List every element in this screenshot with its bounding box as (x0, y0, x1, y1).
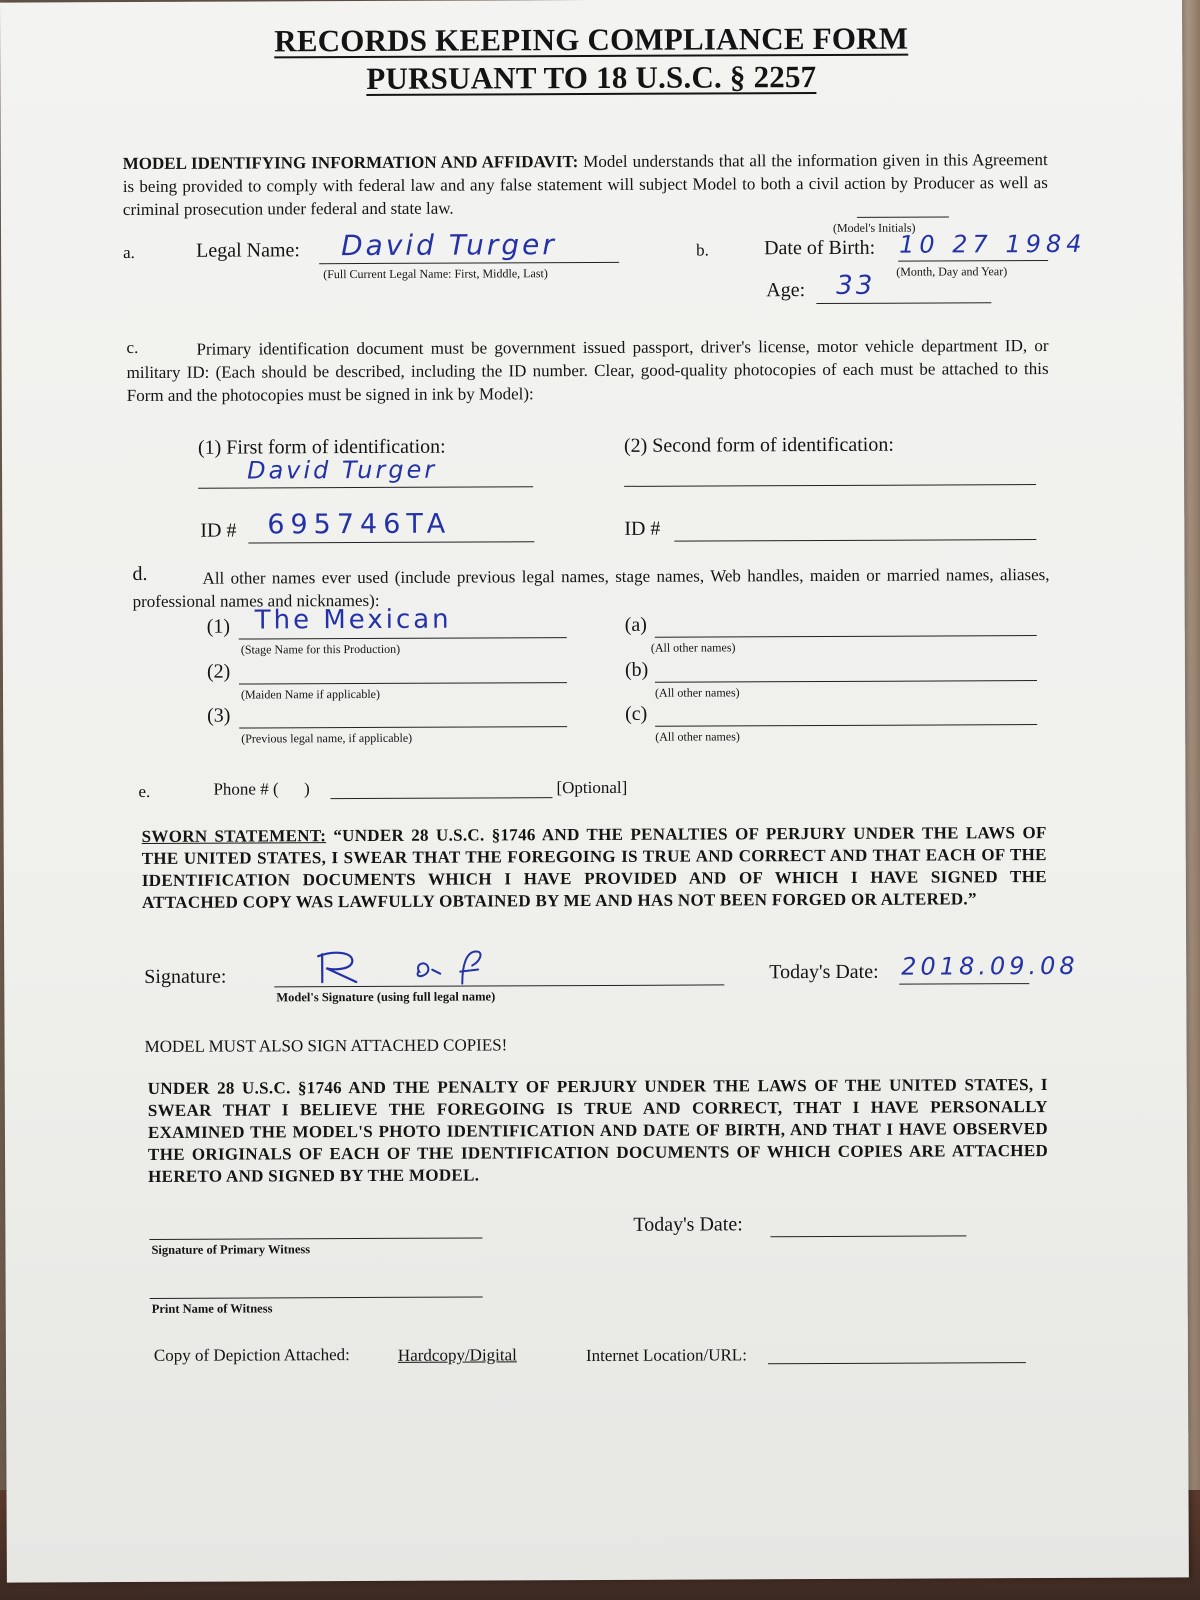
section-e-letter: e. (138, 781, 151, 801)
name-c-caption: (All other names) (655, 729, 740, 744)
name-a-letter: (a) (624, 613, 647, 636)
sworn-heading: SWORN STATEMENT: (141, 826, 327, 846)
initials-caption: (Model's Initials) (832, 220, 916, 235)
witness-statement: UNDER 28 U.S.C. §1746 AND THE PENALTY OF PERJURY UNDER THE LAWS OF THE UNITED STATES, I SWEAR THAT I BELIEVE THE FOREGOING IS TRUE AND CORRECT, THAT I HAVE PERSONALLY EXAMINED THE MODEL'S PHOTO IDENTIFICATION AND DATE OF BIRTH, AND THAT I HAVE OBSERVED THE ORIGINALS OF EACH OF THE IDENTIFICATION DOCUMENTS OF WHICH COPIES ARE ATTACHED HERETO AND SIGNED BY THE MODEL. (147, 1075, 1049, 1186)
id-number-value-1: 695746TA (267, 508, 452, 541)
legal-name-line[interactable] (319, 262, 619, 264)
name-b-letter: (b) (624, 658, 649, 681)
id-number-label-1: ID # (200, 519, 237, 542)
affidavit-heading: MODEL IDENTIFYING INFORMATION AND AFFIDAVIT: (122, 152, 579, 174)
name-b-caption: (All other names) (654, 685, 740, 700)
witness-date-label: Today's Date: (633, 1213, 743, 1236)
witness-date-line[interactable] (770, 1235, 966, 1237)
second-id-label: (2) Second form of identification: (623, 433, 894, 457)
witness-name-caption: Print Name of Witness (151, 1301, 273, 1316)
section-c-letter: c. (126, 337, 139, 358)
title-line-2: PURSUANT TO 18 U.S.C. § 2257 (366, 59, 817, 96)
name-3-number: (3) (207, 704, 231, 727)
phone-optional: [Optional] (556, 777, 628, 798)
first-id-line[interactable] (198, 486, 533, 488)
witness-name-line[interactable] (150, 1296, 483, 1298)
dob-caption: (Month, Day and Year) (896, 264, 1008, 279)
name-3-caption: (Previous legal name, if applicable) (241, 730, 413, 746)
name-1-caption: (Stage Name for this Production) (240, 641, 401, 657)
name-c-letter: (c) (625, 702, 648, 725)
age-value: 33 (836, 270, 876, 301)
dob-label: Date of Birth: (764, 236, 876, 260)
url-label: Internet Location/URL: (585, 1345, 747, 1366)
sworn-text: “UNDER 28 U.S.C. §1746 AND THE PENALTIES OF PERJURY UNDER THE LAWS OF THE UNITED STATES, I SWEAR THAT THE FOREGOING IS TRUE AND CORRECT AND THAT EACH OF THE IDENTIFICATION DOCUMENTS WHICH I HAVE PROVIDED AND OF WHICH I HAVE SIGNED THE ATTACHED COPY WAS LAWFULLY OBTAINED BY ME AND HAS NOT BEEN FORGED OR ALTERED.” (141, 823, 1047, 912)
legal-name-value: David Turger (340, 228, 557, 263)
name-2-number: (2) (206, 660, 231, 683)
name-3-line[interactable] (239, 726, 567, 728)
depiction-label: Copy of Depiction Attached: (153, 1345, 350, 1365)
name-2-line[interactable] (239, 682, 567, 684)
legal-name-label: Legal Name: (196, 239, 300, 262)
section-b-letter: b. (696, 240, 709, 260)
url-line[interactable] (768, 1362, 1026, 1364)
sworn-statement (142, 822, 1047, 914)
name-1-value: The Mexican (254, 604, 452, 636)
section-c-text: Primary identification document must be government issued passport, driver's license, motor vehicle department ID, or military ID: (Each should be described, including the ID number. Clear, good-quality photocopies of each must be attached to this Form and the photocopies must be signed in ink by Model): (126, 336, 1049, 406)
form-title (0, 19, 1182, 60)
first-id-label: (1) First form of identification: (197, 435, 446, 459)
witness-signature-caption: Signature of Primary Witness (151, 1242, 311, 1257)
dob-value: 10 27 1984 (899, 229, 1087, 259)
signature-caption: Model's Signature (using full legal name) (276, 989, 496, 1005)
model-date-value: 2018.09.08 (901, 951, 1079, 981)
dob-line[interactable] (898, 260, 1048, 262)
first-id-value: David Turger (246, 455, 438, 485)
signature-label: Signature: (144, 965, 227, 988)
name-a-caption: (All other names) (650, 640, 736, 655)
model-date-line[interactable] (899, 983, 1029, 985)
witness-signature-line[interactable] (149, 1237, 482, 1239)
age-label: Age: (766, 279, 806, 302)
title-line-1: RECORDS KEEPING COMPLIANCE FORM (274, 20, 909, 59)
affidavit-text: Model understands that all the information given in this Agreement is being provided to comply with federal law and any false statement will subject Model to both a civil action by Producer as well as criminal prosecution under federal and state law. (122, 150, 1048, 220)
model-date-label: Today's Date: (769, 960, 879, 984)
initials-line[interactable] (857, 216, 949, 217)
second-id-line[interactable] (624, 484, 1036, 487)
name-a-line[interactable] (655, 635, 1037, 638)
sign-copies-notice: MODEL MUST ALSO SIGN ATTACHED COPIES! (144, 1035, 508, 1056)
depiction-value: Hardcopy/Digital (397, 1345, 517, 1365)
name-2-caption: (Maiden Name if applicable) (240, 686, 380, 702)
id-number-label-2: ID # (624, 517, 661, 540)
name-c-line[interactable] (655, 724, 1037, 727)
legal-name-caption: (Full Current Legal Name: First, Middle, Last) (323, 266, 548, 282)
id-number-line-2[interactable] (674, 539, 1036, 542)
section-d-letter: d. (132, 562, 148, 586)
age-line[interactable] (816, 302, 991, 304)
section-c-paragraph (126, 334, 1048, 407)
model-signature-drawing (314, 945, 514, 988)
form-subtitle (0, 57, 1182, 98)
affidavit-paragraph (123, 148, 1048, 221)
phone-line[interactable] (330, 797, 552, 799)
name-1-line[interactable] (239, 637, 567, 639)
section-a-letter: a. (123, 242, 135, 263)
id-number-line-1[interactable] (248, 541, 534, 543)
name-1-number: (1) (206, 615, 231, 638)
section-d-text: All other names ever used (include previous legal names, stage names, Web handles, maiden or married names, aliases, professional names and nicknames): (132, 565, 1050, 612)
phone-label: Phone # ( ) (213, 779, 310, 799)
name-b-line[interactable] (655, 680, 1037, 683)
